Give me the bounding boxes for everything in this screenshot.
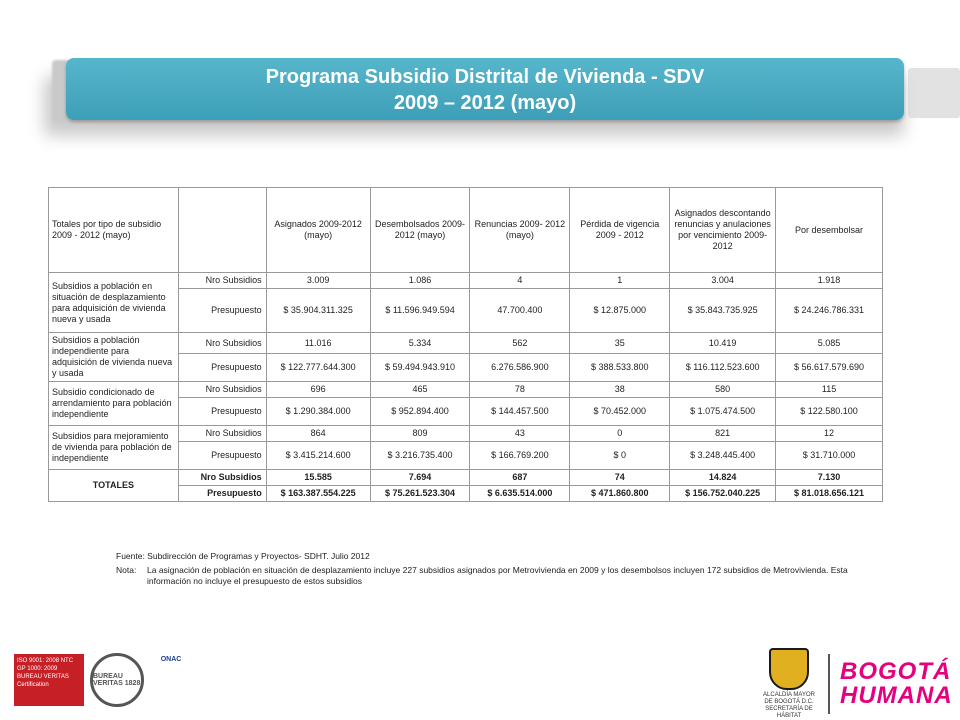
note-label: Nota: xyxy=(116,565,137,575)
value-cell: 821 xyxy=(670,426,776,442)
table-row xyxy=(49,382,883,398)
category-cell: Subsidios a población independiente para adquisición de vivienda nueva y usada xyxy=(49,333,179,382)
alcaldia-text: ALCALDÍA MAYOR DE BOGOTÁ D.C. SECRETARÍA DE HÁBITAT xyxy=(763,692,815,719)
source-note: Fuente: Subdirección de Programas y Proyectos- SDHT. Julio 2012 xyxy=(116,551,370,561)
value-cell: 687 xyxy=(470,470,570,486)
onac-logo: ONAC xyxy=(160,656,182,663)
government-logos xyxy=(760,648,953,720)
header-cell: Asignados descontando renuncias y anulaciones por vencimiento 2009-2012 xyxy=(670,188,776,273)
value-cell: $ 156.752.040.225 xyxy=(670,486,776,502)
table-row xyxy=(49,426,883,442)
value-cell: $ 163.387.554.225 xyxy=(266,486,370,502)
value-cell: $ 122.580.100 xyxy=(776,398,883,426)
value-cell: 14.824 xyxy=(670,470,776,486)
value-cell: 74 xyxy=(570,470,670,486)
value-cell: $ 6.635.514.000 xyxy=(470,486,570,502)
value-cell: 11.016 xyxy=(266,333,370,354)
value-cell: 43 xyxy=(470,426,570,442)
category-cell: Subsidio condicionado de arrendamiento para población independiente xyxy=(49,382,179,426)
row-label: Presupuesto xyxy=(178,289,266,333)
value-cell: $ 3.415.214.600 xyxy=(266,442,370,470)
value-cell: 562 xyxy=(470,333,570,354)
value-cell: 1.086 xyxy=(370,273,470,289)
title-line-2: 2009 – 2012 (mayo) xyxy=(393,92,577,114)
value-cell: 115 xyxy=(776,382,883,398)
value-cell: 1.918 xyxy=(776,273,883,289)
value-cell: $ 388.533.800 xyxy=(570,354,670,382)
value-cell: $ 31.710.000 xyxy=(776,442,883,470)
value-cell: $ 70.452.000 xyxy=(570,398,670,426)
coat-of-arms-icon xyxy=(769,648,809,690)
value-cell: $ 1.075.474.500 xyxy=(670,398,776,426)
value-cell: $ 59.494.943.910 xyxy=(370,354,470,382)
header-cell: Por desembolsar xyxy=(776,188,883,273)
value-cell: 3.009 xyxy=(266,273,370,289)
value-cell: 4 xyxy=(470,273,570,289)
value-cell: 580 xyxy=(670,382,776,398)
slide-decoration xyxy=(908,68,960,118)
logo-divider xyxy=(828,654,830,714)
row-label: Nro Subsidios xyxy=(178,382,266,398)
row-label: Nro Subsidios xyxy=(178,273,266,289)
value-cell: 12 xyxy=(776,426,883,442)
value-cell: $ 116.112.523.600 xyxy=(670,354,776,382)
value-cell: 465 xyxy=(370,382,470,398)
value-cell: $ 3.248.445.400 xyxy=(670,442,776,470)
header-cell: Desembolsados 2009-2012 (mayo) xyxy=(370,188,470,273)
value-cell: 38 xyxy=(570,382,670,398)
value-cell: $ 952.894.400 xyxy=(370,398,470,426)
value-cell: $ 35.843.735.925 xyxy=(670,289,776,333)
row-label: Presupuesto xyxy=(178,398,266,426)
certification-logos xyxy=(14,653,188,707)
value-cell: 809 xyxy=(370,426,470,442)
row-label: Nro Subsidios xyxy=(178,426,266,442)
bureau-veritas-seal: BUREAU VERITAS 1828 xyxy=(90,653,144,707)
value-cell: $ 0 xyxy=(570,442,670,470)
value-cell: $ 11.596.949.594 xyxy=(370,289,470,333)
iso-certification-logo: ISO 9001: 2008 NTC GP 1000: 2009 BUREAU VERITAS Certification xyxy=(14,654,84,706)
value-cell: 7.694 xyxy=(370,470,470,486)
value-cell: $ 1.290.384.000 xyxy=(266,398,370,426)
table-row xyxy=(49,273,883,289)
value-cell: 78 xyxy=(470,382,570,398)
value-cell: 5.085 xyxy=(776,333,883,354)
category-cell: Subsidios a población en situación de desplazamiento para adquisición de vivienda nueva y usada xyxy=(49,273,179,333)
row-label: Presupuesto xyxy=(178,354,266,382)
brand-line-2: HUMANA xyxy=(840,682,953,709)
header-cell: Asignados 2009-2012 (mayo) xyxy=(266,188,370,273)
header-cell xyxy=(178,188,266,273)
bogota-humana-logo xyxy=(840,660,953,708)
subsidy-table xyxy=(48,187,883,502)
value-cell: $ 122.777.644.300 xyxy=(266,354,370,382)
value-cell: 696 xyxy=(266,382,370,398)
value-cell: $ 166.769.200 xyxy=(470,442,570,470)
value-cell: 10.419 xyxy=(670,333,776,354)
row-label: Presupuesto xyxy=(178,486,266,502)
value-cell: 15.585 xyxy=(266,470,370,486)
note-text: La asignación de población en situación de desplazamiento incluye 227 subsidios asignados por Metrovivienda en 2009 y los desembolsos incluyen 172 subsidios de Metrovivienda. Esta información no incluye el presupuesto de estos subsidios xyxy=(147,565,848,586)
value-cell: $ 12.875.000 xyxy=(570,289,670,333)
value-cell: 3.004 xyxy=(670,273,776,289)
category-cell: TOTALES xyxy=(49,470,179,502)
header-cell: Renuncias 2009- 2012 (mayo) xyxy=(470,188,570,273)
row-label: Nro Subsidios xyxy=(178,333,266,354)
table-row xyxy=(49,333,883,354)
value-cell: $ 24.246.786.331 xyxy=(776,289,883,333)
value-cell: 35 xyxy=(570,333,670,354)
value-cell: $ 56.617.579.690 xyxy=(776,354,883,382)
value-cell: 5.334 xyxy=(370,333,470,354)
alcaldia-logo xyxy=(760,648,818,720)
row-label: Presupuesto xyxy=(178,442,266,470)
title-line-1: Programa Subsidio Distrital de Vivienda - SDV xyxy=(265,66,705,88)
header-cell: Totales por tipo de subsidio 2009 - 2012 (mayo) xyxy=(49,188,179,273)
value-cell: $ 75.261.523.304 xyxy=(370,486,470,502)
notes xyxy=(116,551,867,587)
value-cell: 7.130 xyxy=(776,470,883,486)
value-cell: 47.700.400 xyxy=(470,289,570,333)
value-cell: $ 471.860.800 xyxy=(570,486,670,502)
value-cell: 0 xyxy=(570,426,670,442)
title-banner xyxy=(66,58,904,120)
value-cell: 1 xyxy=(570,273,670,289)
value-cell: 864 xyxy=(266,426,370,442)
header-cell: Pérdida de vigencia 2009 - 2012 xyxy=(570,188,670,273)
value-cell: $ 3.216.735.400 xyxy=(370,442,470,470)
table-header-row xyxy=(49,188,883,273)
value-cell: $ 35.904.311.325 xyxy=(266,289,370,333)
value-cell: $ 81.018.656.121 xyxy=(776,486,883,502)
row-label: Nro Subsidios xyxy=(178,470,266,486)
brand-line-1: BOGOTÁ xyxy=(840,658,952,685)
value-cell: $ 144.457.500 xyxy=(470,398,570,426)
table-row xyxy=(49,470,883,486)
value-cell: 6.276.586.900 xyxy=(470,354,570,382)
category-cell: Subsidios para mejoramiento de vivienda para población de independiente xyxy=(49,426,179,470)
